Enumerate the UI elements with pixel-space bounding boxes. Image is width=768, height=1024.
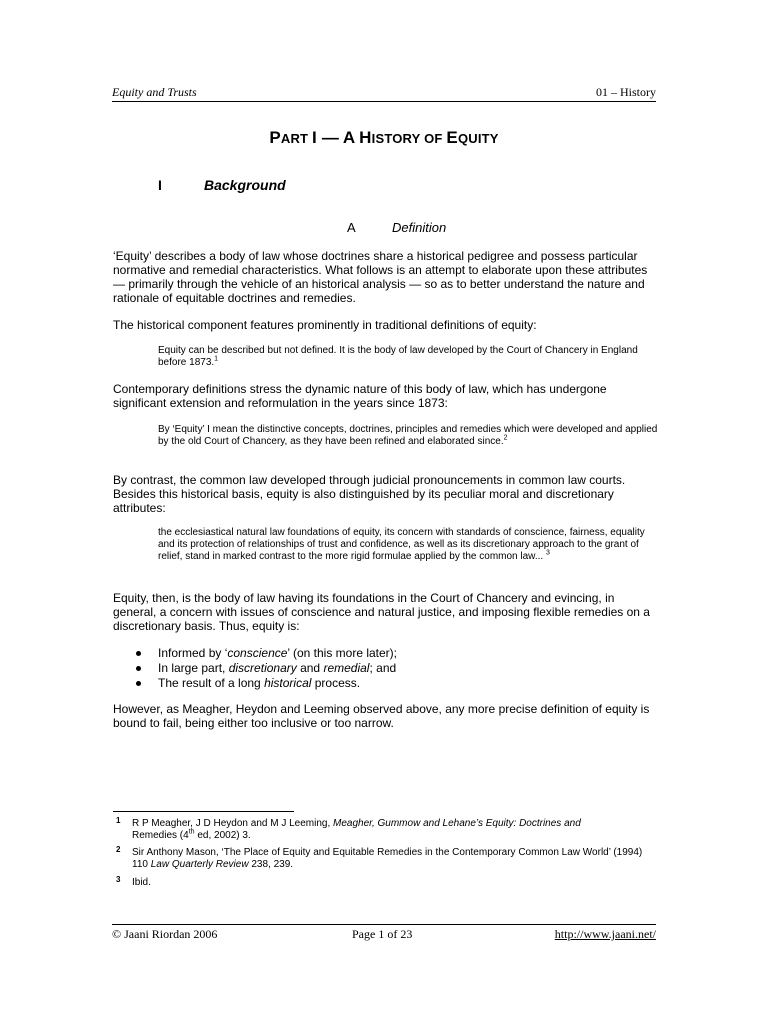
- page-footer: [112, 924, 656, 943]
- paragraph-contemporary: Contemporary definitions stress the dynamic nature of this body of law, which has undergone significant extension and reformulation in the years since 1873:: [113, 382, 607, 410]
- paragraph-historical: The historical component features prominently in traditional definitions of equity:: [113, 318, 537, 332]
- header-doc-title: Equity and Trusts: [112, 85, 197, 99]
- subsection-heading-definition: A Definition: [347, 220, 447, 235]
- paragraph-summary: Equity, then, is the body of law having its foundations in the Court of Chancery and evincing, in general, a concern with issues of conscience and natural justice, and imposing flexible remedies on a discretionary basis. Thus, equity is:: [113, 591, 650, 633]
- footnote-divider: [113, 811, 294, 812]
- footnote-ref-1[interactable]: 1: [214, 355, 219, 363]
- footnote-ref-3[interactable]: 3: [545, 549, 550, 557]
- blockquote-3: the ecclesiastical natural law foundations of equity, its concern with standards of conscience, fairness, equality and its protection of relationships of trust and confidence, as well as its discretionary approach to the grant of relief, stand in marked contrast to the more rigid formulae applied by the common law... $^3$: [158, 527, 645, 562]
- paragraph-intro: ‘Equity’ describes a body of law whose doctrines share a historical pedigree and possess particular normative and remedial characteristics. What follows is an attempt to elaborate upon these attributes — primarily through the vehicle of an historical analysis — so as to better understand the nature and rationale of equitable doctrines and remedies.: [113, 249, 648, 305]
- footnote-ref-2[interactable]: 2: [503, 434, 508, 442]
- blockquote-2: By ‘Equity’ I mean the distinctive concepts, doctrines, principles and remedies which were developed and applied by the old Court of Chancery, as they have been refined and elaborated since.$^2$: [158, 424, 658, 447]
- list-item: Informed by ‘conscience’ (on this more later);: [113, 646, 397, 661]
- page-header: [112, 85, 656, 102]
- equity-attributes-list: [113, 646, 397, 691]
- blockquote-1: Equity can be described but not defined. It is the body of law developed by the Court of Chancery in England before 1873.$^1$: [158, 345, 638, 368]
- footer-page-number: Page 1 of 23: [352, 927, 413, 941]
- footnote-1: 1 R P Meagher, J D Heydon and M J Leeming, Meagher, Gummow and Lehane’s Equity: Doctrines and Remedies (4th ed, 2002) 3.: [116, 816, 581, 841]
- section-heading-background: I Background: [158, 177, 286, 193]
- header-section: 01 – History: [596, 85, 656, 99]
- paragraph-conclusion: However, as Meagher, Heydon and Leeming observed above, any more precise definition of equity is bound to fail, being either too inclusive or too narrow.: [113, 702, 650, 730]
- paragraph-contrast: By contrast, the common law developed through judicial pronouncements in common law courts. Besides this historical basis, equity is also distinguished by its peculiar moral and discretionary attributes:: [113, 473, 626, 515]
- footnote-2: 2 Sir Anthony Mason, ‘The Place of Equity and Equitable Remedies in the Contemporary Common Law World’ (1994) 110 Law Quarterly Review 238, 239.: [116, 845, 643, 870]
- list-item: In large part, discretionary and remedial; and: [113, 661, 397, 676]
- footer-copyright: © Jaani Riordan 2006: [112, 927, 218, 941]
- footnote-3: 3 Ibid.: [116, 875, 151, 888]
- footer-website-link[interactable]: http://www.jaani.net/: [554, 927, 656, 941]
- list-item: The result of a long historical process.: [113, 676, 397, 691]
- page-title: PART I — A HISTORY OF EQUITY: [269, 128, 499, 147]
